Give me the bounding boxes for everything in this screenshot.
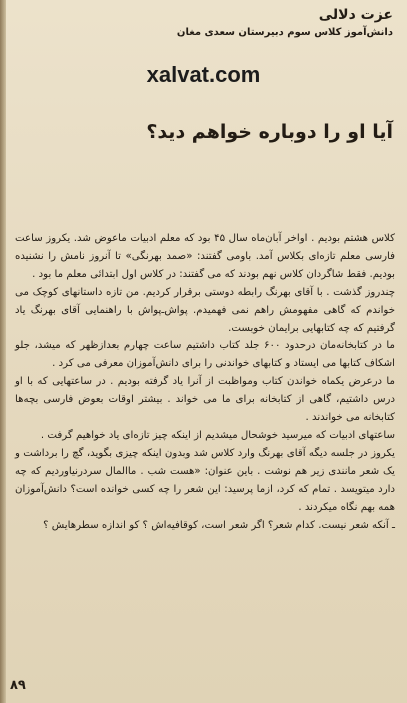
- article-title: آیا او را دوباره خواهم دید؟: [146, 121, 393, 143]
- paragraph: یکروز در جلسه دیگه آقای بهرنگ وارد کلاس شد وبدون اینکه چیزی بگوید، گچ را برداشت و یک شعر مانندی زیر هم نوشت . باین عنوان: «هست شب . ماالمال سردرنیاوردیم که چه دارد میتویسد . تمام که کرد، ازما پرسید: این شعر را چه کسی خوانده است؟ دانش‌آموزان همه بهم نگاه میکردند .: [15, 447, 395, 513]
- paragraph: ـ آنکه شعر نیست. کدام شعر؟ اگر شعر است، کوقافیه‌اش ؟ کو اندازه سطرهایش ؟: [43, 519, 395, 531]
- page-number: ۸۹: [10, 678, 26, 693]
- paragraph: ما در کتابخانه‌مان درحدود ۶۰۰ جلد کتاب داشتیم ساعت چهارم بعدازظهر که میشد، جلو اشکاف کتابها می ایستاد و کتابهای خواندنی را برای دانش‌آموزان معرفی می کرد .: [15, 340, 395, 370]
- paragraph: ما درعرض یکماه خواندن کتاب ومواظبت از آنرا یاد گرفته بودیم . در ساعتهایی که با او درس داشتیم، گاهی از کتابخانه برای ما می خواند . بیشتر اوقات بعوض فارسی بچه‌ها کتابخانه می خواندند .: [15, 376, 395, 424]
- article-body: [15, 230, 395, 534]
- watermark: xalvat.com: [146, 62, 261, 87]
- author-name: عزت دلالی: [318, 7, 393, 23]
- paragraph: چندروز گذشت . با آقای بهرنگ رابطه دوستی برقرار کردیم. من تازه داستانهای کوچک می خواندم که گاهی مفهومش راهم نمی فهمیدم. پواش‌ـ‌پواش با راهنمایی آقای بهرنگ یاد گرفتیم که چه کتابهایی برایمان خوبست.: [15, 286, 395, 334]
- paragraph: ساعتهای ادبیات که میرسید خوشحال میشدیم از اینکه چیز تازه‌ای یاد خواهیم گرفت .: [40, 429, 395, 441]
- author-affiliation: دانش‌آموز کلاس سوم دبیرستان سعدی مغان: [176, 27, 393, 38]
- paragraph: کلاس هشتم بودیم . اواخر آبان‌ماه سال ۴۵ بود که معلم ادبیات ماعوض شد. یکروز ساعت فارسی معلم تازه‌ای بکلاس آمد. باومی گفتند: «صمد بهرنگی» تا آنروز نامش را نشنیده بودیم. فقط شاگردان کلاس نهم بودند که می گفتند: در کلاس اول ابتدائی معلم ما بود .: [15, 233, 395, 280]
